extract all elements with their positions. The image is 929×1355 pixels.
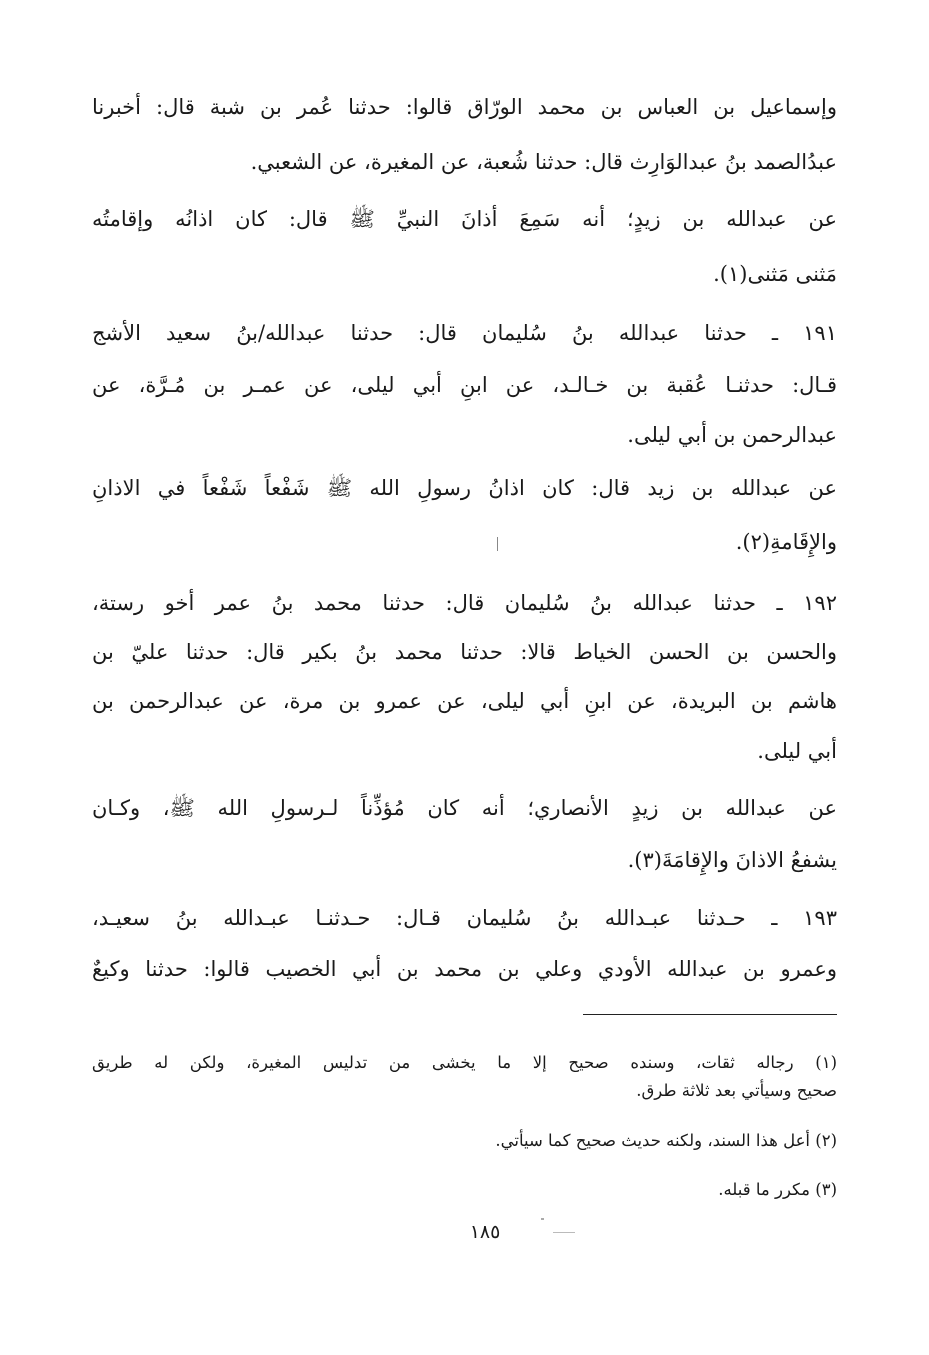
body-line: عن عبدالله بن زيد قال: كان اذانُ رسولِ الله ﷺ شَفْعاً شَفْعاً في الاذانِ	[92, 476, 837, 500]
body-line: عن عبدالله بن زيدٍ الأنصاري؛ أنه كان مُؤذِّناً لـرسولِ الله ﷺ، وكـان	[92, 796, 837, 820]
footnote-line: (١) رجاله ثقات، وسنده صحيح إلا ما يخشى من تدليس المغيرة، ولكن له طريق	[92, 1053, 837, 1072]
body-line: هاشم بن البريدة، عن ابنِ أبي ليلى، عن عمرو بن مرة، عن عبدالرحمن بن	[92, 689, 837, 713]
body-line: وعمرو بن عبدالله الأودي وعلي بن محمد بن أبي الخصيب قالوا: حدثنا وكيعٌ	[92, 957, 837, 981]
body-line: ١٩٣ ـ حـدثنا عبـدالله بنُ سُليمان قـال: حـدثنـا عبـدالله بنُ سعيـد،	[92, 906, 837, 930]
page-number: ١٨٥	[469, 1221, 501, 1243]
body-line: وإسماعيل بن العباس بن محمد الورّاق قالوا: حدثنا عُمر بن شبة قال: أخبرنا	[92, 95, 837, 119]
scan-speck	[497, 537, 498, 551]
scan-speck	[553, 1232, 575, 1233]
body-line: قـال: حدثنـا عُقبة بن خـالـد، عن ابنِ أبي ليلى، عن عمـر بن مُـرَّة، عن	[92, 373, 837, 397]
scan-speck	[541, 1218, 544, 1220]
footnote-separator	[583, 1014, 837, 1015]
body-line: عن عبدالله بن زيدٍ؛ أنه سَمِعَ أذانَ النبيِّ ﷺ قال: كان اذانُه وإقامتُه	[92, 207, 837, 231]
body-line: عبدالرحمن بن أبي ليلى.	[627, 423, 837, 447]
body-line: والحسن بن الحسن الخياط قالا: حدثنا محمد بنُ بكير قال: حدثنا عليّ بن	[92, 640, 837, 664]
body-line: ١٩١ ـ حدثنا عبدالله بنُ سُليمان قال: حدثنا عبدالله/بنُ سعيد الأشج	[92, 321, 837, 345]
footnote-line: صحيح وسيأتي بعد ثلاثة طرق.	[636, 1081, 837, 1100]
body-line: مَثنى مَثنى(١).	[713, 262, 837, 286]
footnote-line: (٣) مكرر ما قبله.	[718, 1180, 837, 1199]
body-line: ١٩٢ ـ حدثنا عبدالله بنُ سُليمان قال: حدثنا محمد بنُ عمر أخو رستة،	[92, 591, 837, 615]
body-line: عبدُالصمد بنُ عبدالوَارِث قال: حدثنا شُعبة، عن المغيرة، عن الشعبي.	[250, 150, 837, 174]
body-line: والإِقَامةِ(٢).	[735, 530, 837, 554]
body-line: يشفعُ الاذانَ والإِقامَةَ(٣).	[627, 848, 837, 872]
footnote-line: (٢) أعل هذا السند، ولكنه حديث صحيح كما سيأتي.	[495, 1131, 837, 1150]
body-line: أبي ليلى.	[757, 739, 837, 763]
